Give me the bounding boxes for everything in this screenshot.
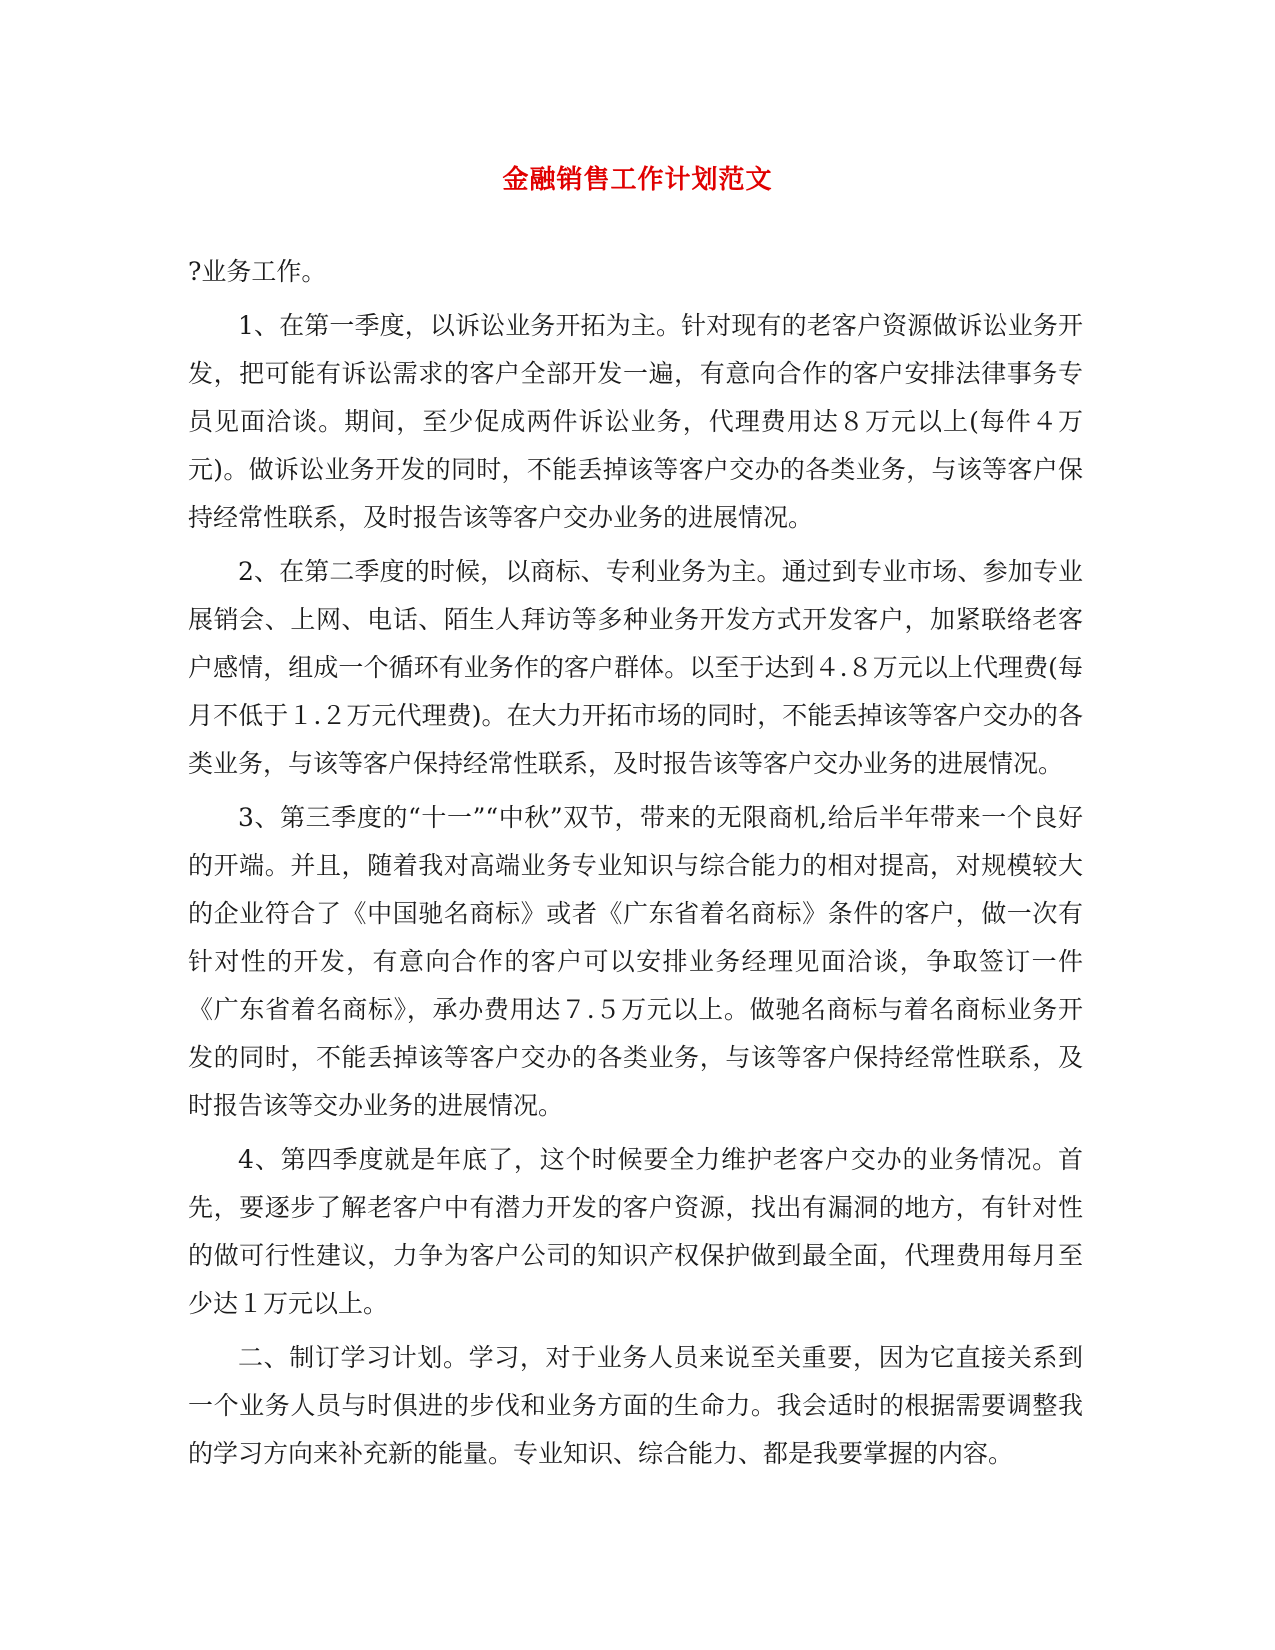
paragraph-q2-plan: 2、在第二季度的时候，以商标、专利业务为主。通过到专业市场、参加专业展销会、上网、电话、陌生人拜访等多种业务开发方式开发客户，加紧联络老客户感情，组成一个循环有业务作的客户群体。以至于达到４.８万元以上代理费(每月不低于１.２万元代理费)。在大力开拓市场的同时，不能丢掉该等客户交办的各类业务，与该等客户保持经常性联系，及时报告该等客户交办业务的进展情况。 — [188, 557, 1083, 778]
paragraph-q1-plan: 1、在第一季度，以诉讼业务开拓为主。针对现有的老客户资源做诉讼业务开发，把可能有诉讼需求的客户全部开发一遍，有意向合作的客户安排法律事务专员见面洽谈。期间，至少促成两件诉讼业务，代理费用达８万元以上(每件４万元)。做诉讼业务开发的同时，不能丢掉该等客户交办的各类业务，与该等客户保持经常性联系，及时报告该等客户交办业务的进展情况。 — [188, 311, 1083, 532]
section-heading-business-work: ?业务工作。 — [188, 257, 327, 286]
document-body — [188, 248, 1083, 1484]
document-title: 金融销售工作计划范文 — [502, 165, 773, 195]
paragraph-q3-plan: 3、第三季度的“十一”“中秋”双节，带来的无限商机,给后半年带来一个良好的开端。并且，随着我对高端业务专业知识与综合能力的相对提高，对规模较大的企业符合了《中国驰名商标》或者《广东省着名商标》条件的客户，做一次有针对性的开发，有意向合作的客户可以安排业务经理见面洽谈，争取签订一件《广东省着名商标》，承办费用达７.５万元以上。做驰名商标与着名商标业务开发的同时，不能丢掉该等客户交办的各类业务，与该等客户保持经常性联系，及时报告该等交办业务的进展情况。 — [188, 803, 1083, 1120]
paragraph-q4-plan: 4、第四季度就是年底了，这个时候要全力维护老客户交办的业务情况。首先，要逐步了解老客户中有潜力开发的客户资源，找出有漏洞的地方，有针对性的做可行性建议，力争为客户公司的知识产权保护做到最全面，代理费用每月至少达１万元以上。 — [188, 1145, 1083, 1318]
paragraph-study-plan: 二、制订学习计划。学习，对于业务人员来说至关重要，因为它直接关系到一个业务人员与时俱进的步伐和业务方面的生命力。我会适时的根据需要调整我的学习方向来补充新的能量。专业知识、综合能力、都是我要掌握的内容。 — [188, 1343, 1083, 1468]
